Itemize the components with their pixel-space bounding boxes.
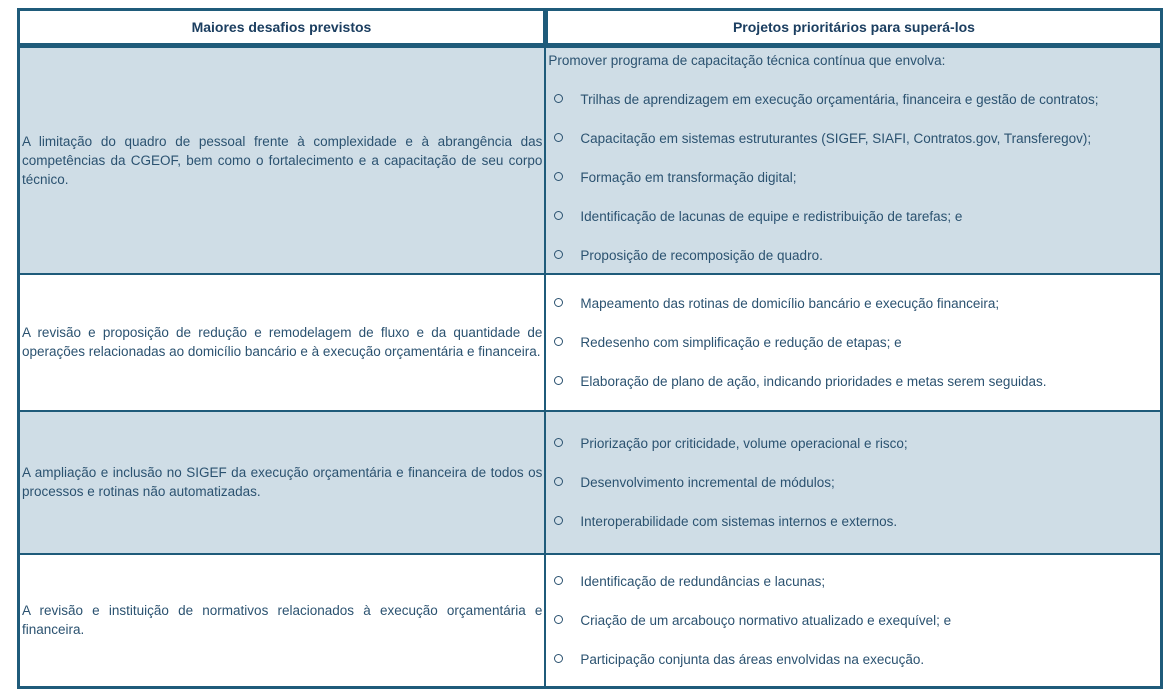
project-item-text: Formação em transformação digital; [580, 170, 797, 185]
projects-intro-text: Promover programa de capacitação técnica contínua que envolva: [548, 53, 946, 68]
challenge-text: A ampliação e inclusão no SIGEF da execução orçamentária e financeira de todos os processos e rotinas não automatizadas. [22, 465, 543, 499]
circle-bullet-icon [554, 654, 563, 663]
circle-bullet-icon [554, 438, 563, 447]
project-item-text: Criação de um arcabouço normativo atualizado e exequível; e [580, 612, 952, 628]
project-list-item [548, 246, 1158, 265]
project-list-item [548, 207, 1158, 226]
project-list-item [548, 611, 1158, 630]
circle-bullet-icon [554, 94, 563, 103]
challenge-cell [19, 274, 546, 411]
project-item-text: Desenvolvimento incremental de módulos; [580, 474, 835, 490]
circle-bullet-icon [554, 133, 563, 142]
projects-cell [545, 411, 1161, 554]
column-header-projects: Projetos prioritários para superá-los [545, 10, 1161, 46]
circle-bullet-icon [554, 337, 563, 346]
project-item-text: Trilhas de aprendizagem em execução orçamentária, financeira e gestão de contratos; [580, 92, 1099, 107]
projects-cell [545, 46, 1161, 274]
project-item-text: Redesenho com simplificação e redução de etapas; e [580, 334, 902, 350]
challenge-cell [19, 411, 546, 554]
project-item-text: Elaboração de plano de ação, indicando prioridades e metas serem seguidas. [580, 373, 1047, 389]
table-body [19, 46, 1162, 688]
circle-bullet-icon [554, 172, 563, 181]
project-item-text: Proposição de recomposição de quadro. [580, 248, 823, 263]
table-row [19, 554, 1162, 688]
circle-bullet-icon [554, 376, 563, 385]
challenge-text: A revisão e instituição de normativos relacionados à execução orçamentária e financeira. [22, 603, 543, 638]
projects-cell [545, 274, 1161, 411]
projects-list [548, 90, 1158, 265]
project-list-item [548, 473, 1158, 492]
challenge-text: A revisão e proposição de redução e remodelagem de fluxo e da quantidade de operações relacionadas ao domicílio bancário e à execução orçamentária e financeira. [22, 325, 543, 359]
circle-bullet-icon [554, 516, 563, 525]
circle-bullet-icon [554, 211, 563, 220]
project-item-text: Mapeamento das rotinas de domicílio bancário e execução financeira; [580, 295, 1000, 311]
project-item-text: Interoperabilidade com sistemas internos e externos. [580, 513, 898, 529]
project-list-item [548, 333, 1158, 352]
challenge-cell [19, 554, 546, 688]
project-list-item [548, 512, 1158, 531]
challenge-text: A limitação do quadro de pessoal frente à complexidade e à abrangência das competências da CGEOF, bem como o fortalecimento e a capacitação de seu corpo técnico. [22, 133, 543, 187]
project-list-item [548, 90, 1158, 109]
project-item-text: Identificação de lacunas de equipe e redistribuição de tarefas; e [580, 209, 963, 224]
project-item-text: Priorização por criticidade, volume operacional e risco; [580, 435, 908, 451]
table-row [19, 274, 1162, 411]
projects-cell [545, 554, 1161, 688]
projects-list [548, 434, 1158, 531]
circle-bullet-icon [554, 576, 563, 585]
project-list-item [548, 650, 1158, 669]
projects-list [548, 572, 1158, 669]
circle-bullet-icon [554, 615, 563, 624]
table-row [19, 411, 1162, 554]
project-item-text: Participação conjunta das áreas envolvidas na execução. [580, 651, 925, 667]
column-header-challenges: Maiores desafios previstos [19, 10, 546, 46]
circle-bullet-icon [554, 298, 563, 307]
circle-bullet-icon [554, 250, 563, 259]
project-item-text: Identificação de redundâncias e lacunas; [580, 573, 826, 589]
projects-list [548, 294, 1158, 391]
project-list-item [548, 129, 1158, 148]
table-header-row [19, 10, 1162, 46]
project-list-item [548, 294, 1158, 313]
circle-bullet-icon [554, 477, 563, 486]
challenges-projects-table [17, 8, 1163, 689]
project-list-item [548, 168, 1158, 187]
challenge-cell [19, 46, 546, 274]
project-item-text: Capacitação em sistemas estruturantes (SIGEF, SIAFI, Contratos.gov, Transferegov); [580, 131, 1092, 146]
table-row [19, 46, 1162, 274]
project-list-item [548, 572, 1158, 591]
project-list-item [548, 434, 1158, 453]
project-list-item [548, 372, 1158, 391]
